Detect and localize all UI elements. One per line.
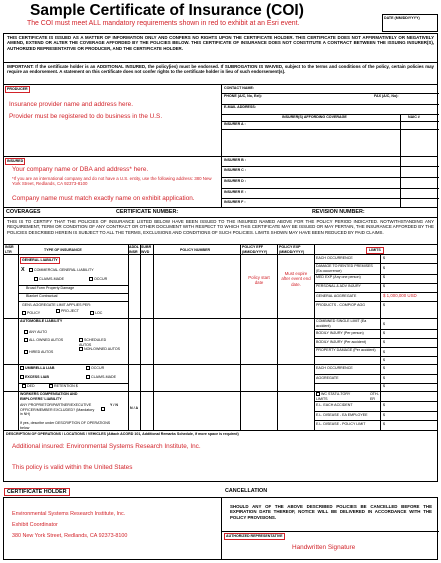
fax-label: FAX (A/C, No): bbox=[374, 94, 399, 98]
umbrella-claims: CLAIMS-MADE bbox=[86, 375, 116, 380]
email-label: E-MAIL ADDRESS: bbox=[224, 105, 256, 109]
checkbox[interactable] bbox=[22, 311, 26, 315]
gl-limit-dollar-3: $ bbox=[383, 275, 385, 279]
page-title: Sample Certificate of Insurance (COI) bbox=[30, 2, 304, 19]
holder-line-3: 380 New York Street, Redlands, CA 92373-8100 bbox=[12, 533, 128, 539]
checkbox[interactable] bbox=[86, 375, 90, 379]
checkbox[interactable] bbox=[56, 309, 60, 313]
holder-line-1: Environmental Systems Research Institute, Inc. bbox=[12, 511, 126, 517]
gl-limit-dollar-4: $ bbox=[383, 284, 385, 288]
coverages-label: COVERAGES bbox=[6, 209, 41, 215]
checkbox[interactable] bbox=[24, 350, 28, 354]
checkbox[interactable] bbox=[49, 384, 53, 388]
date-field[interactable] bbox=[382, 14, 438, 32]
notice-important: IMPORTANT: If the certificate holder is an ADDITIONAL INSURED, the policy(ies) must be endorsed. If SUBROGATION IS WAIVED, subject to the terms and conditions of the policy, certain policies may require an endorsement. A statement on this certificate does not confer rights to the certificate holder in lieu of such endorsement(s). bbox=[4, 63, 437, 85]
wc-na: N / A bbox=[130, 406, 139, 410]
checkbox[interactable] bbox=[20, 366, 24, 370]
producer-note-1: Insurance provider name and address here. bbox=[9, 101, 133, 108]
gl-occur: OCCUR bbox=[89, 277, 107, 282]
gl-limit-products: PRODUCTS - COMP/OP AGG bbox=[316, 303, 366, 307]
gl-blanket: Blanket Contractual bbox=[26, 294, 58, 298]
checkbox[interactable] bbox=[86, 366, 90, 370]
auto-limit-bi-accident: BODILY INJURY (Per accident) bbox=[316, 340, 367, 344]
umbrella-dollar-2: $ bbox=[383, 376, 385, 380]
gl-commercial: COMMERCIAL GENERAL LIABILITY bbox=[29, 268, 94, 273]
wc-dollar-1: $ bbox=[383, 403, 385, 407]
insurer-b: INSURER B : bbox=[224, 158, 246, 162]
page-subtitle: The COI must meet ALL mandatory requirements shown in red to exhibit at an Esri event. bbox=[27, 20, 300, 27]
gl-limit-general-aggregate: GENERAL AGGREGATE bbox=[316, 294, 357, 298]
insured-note-2: *If you are an international company and do not have a U.S. entity, use the following address: 380 New York Street, Redlands, CA 92373-8100 bbox=[12, 176, 212, 187]
umbrella-dollar-3: $ bbox=[383, 384, 385, 388]
wc-yn: Y / N bbox=[110, 403, 118, 407]
checkbox[interactable] bbox=[90, 311, 94, 315]
umbrella-title: UMBRELLA LIAB bbox=[20, 366, 54, 371]
auto-dollar-1: $ bbox=[383, 322, 385, 326]
gl-limit-dollar-2: $ bbox=[383, 266, 385, 270]
policy-start-note: Policy start date bbox=[248, 275, 270, 286]
col-eff: POLICY EFF (MM/DD/YYYY) bbox=[242, 245, 268, 254]
signature: Handwritten Signature bbox=[292, 544, 356, 551]
umbrella-occur: OCCUR bbox=[86, 366, 104, 371]
insurer-a: INSURER A : bbox=[224, 122, 246, 126]
cancellation-text: SHOULD ANY OF THE ABOVE DESCRIBED POLICIES BE CANCELLED BEFORE THE EXPIRATION DATE THEREOF, NOTICE WILL BE DELIVERED IN ACCORDANCE WITH THE POLICY PROVISIONS. bbox=[230, 504, 432, 520]
checkbox[interactable] bbox=[29, 268, 33, 272]
wc-yn-box[interactable] bbox=[101, 407, 106, 412]
checkbox[interactable] bbox=[34, 277, 38, 281]
col-addl: ADDL INSR bbox=[129, 245, 139, 254]
insurers-header: INSURER(S) AFFORDING COVERAGE bbox=[282, 115, 347, 119]
umbrella-dollar-1: $ bbox=[383, 366, 385, 370]
umbrella-ded: DED bbox=[22, 384, 35, 389]
auto-all-owned: ALL OWNED AUTOS bbox=[24, 338, 64, 343]
insured-label: INSURED bbox=[7, 159, 24, 163]
producer-section bbox=[4, 85, 437, 157]
gl-limit-dollar-6: $ bbox=[383, 303, 385, 307]
gl-aggregate-applies: GEN'L AGGREGATE LIMIT APPLIES PER: bbox=[22, 303, 91, 307]
description-note-1: Additional insured: Environmental Systems Research Institute, Inc. bbox=[12, 443, 201, 450]
gl-title: GENERAL LIABILITY bbox=[22, 258, 58, 262]
col-policy-number: POLICY NUMBER bbox=[180, 248, 211, 252]
authorized-rep-label: AUTHORIZED REPRESENTATIVE bbox=[226, 534, 283, 538]
naic-header: NAIC # bbox=[408, 115, 420, 119]
umbrella-retention: RETENTION $ bbox=[49, 384, 78, 389]
checkbox[interactable] bbox=[24, 338, 28, 342]
description-label: DESCRIPTION OF OPERATIONS / LOCATIONS / VEHICLES (Attach ACORD 101, Additional Remarks Schedule, if more space is required) bbox=[6, 432, 239, 436]
contact-name-label: CONTACT NAME: bbox=[224, 86, 255, 90]
notice-main: THIS CERTIFICATE IS ISSUED AS A MATTER OF INFORMATION ONLY AND CONFERS NO RIGHTS UPON THE CERTIFICATE HOLDER. THIS CERTIFICATE DOES NOT AFFIRMATIVELY OR NEGATIVELY AMEND, EXTEND OR ALTER THE COVERAGE AFFORDED BY THE POLICIES BELOW. THIS CERTIFICATE OF INSURANCE DOES NOT CONSTITUTE A CONTRACT BETWEEN THE ISSUING INSURER(S), AUTHORIZED REPRESENTATIVE OR PRODUCER, AND THE CERTIFICATE HOLDER. bbox=[4, 34, 437, 63]
col-exp: POLICY EXP (MM/DD/YYYY) bbox=[279, 245, 305, 254]
wc-other: OTH-ER bbox=[370, 392, 379, 401]
auto-dollar-3: $ bbox=[383, 340, 385, 344]
checkbox[interactable] bbox=[89, 277, 93, 281]
auto-title: AUTOMOBILE LIABILITY bbox=[20, 319, 63, 323]
gl-limit-each-occurrence: EACH OCCURRENCE bbox=[316, 256, 353, 260]
policy-expire-note: Must expire after event end date. bbox=[281, 271, 311, 287]
auto-scheduled: SCHEDULED AUTOS bbox=[79, 338, 107, 347]
auto-hired: HIRED AUTOS bbox=[24, 350, 53, 355]
insured-note-1: Your company name or DBA and address* here. bbox=[12, 166, 149, 173]
coverages-header bbox=[4, 208, 437, 217]
col-limits: LIMITS bbox=[366, 247, 384, 254]
auto-dollar-4: $ bbox=[383, 350, 385, 354]
date-label: DATE (MM/DD/YYYY) bbox=[384, 16, 420, 20]
auto-any: ANY AUTO bbox=[24, 330, 47, 335]
gl-limit-damage-rented: DAMAGE TO RENTED PREMISES (Ea occurrence) bbox=[316, 264, 373, 273]
wc-statutory: WC STATU-TORY LIMITS bbox=[316, 392, 351, 401]
gl-claims-made: CLAIMS-MADE bbox=[34, 277, 64, 282]
checkbox[interactable] bbox=[20, 375, 24, 379]
description-note-2: This policy is valid within the United States bbox=[12, 464, 133, 471]
coverages-text: THIS IS TO CERTIFY THAT THE POLICIES OF INSURANCE LISTED BELOW HAVE BEEN ISSUED TO THE INSURED NAMED ABOVE FOR THE POLICY PERIOD INDICATED. NOTWITHSTANDING ANY REQUIREMENT, TERM OR CONDITION OF ANY CONTRACT OR OTHER DOCUMENT WITH RESPECT TO WHICH THIS CERTIFICATE MAY BE ISSUED OR MAY PERTAIN, THE INSURANCE AFFORDED BY THE POLICIES DESCRIBED HEREIN IS SUBJECT TO ALL THE TERMS, EXCLUSIONS AND CONDITIONS OF SUCH POLICIES. LIMITS SHOWN MAY HAVE BEEN REDUCED BY PAID CLAIMS. bbox=[4, 217, 437, 245]
wc-limit-each-accident: E.L. EACH ACCIDENT bbox=[316, 403, 353, 407]
holder-cancel-box bbox=[3, 497, 438, 560]
col-type: TYPE OF INSURANCE bbox=[44, 248, 82, 252]
gl-limit-med-exp: MED EXP (Any one person) bbox=[316, 275, 361, 279]
gl-x-mark: X bbox=[21, 267, 25, 273]
wc-limit-disease-employee: E.L. DISEASE - EA EMPLOYEE bbox=[316, 413, 368, 417]
umbrella-limit-each: EACH OCCURRENCE bbox=[316, 366, 353, 370]
insurer-e: INSURER E : bbox=[224, 190, 246, 194]
wc-dollar-2: $ bbox=[383, 413, 385, 417]
insurer-c: INSURER C : bbox=[224, 168, 246, 172]
gl-limit-personal-adv: PERSONAL & ADV INJURY bbox=[316, 284, 361, 288]
revision-number-label: REVISION NUMBER: bbox=[312, 209, 365, 215]
auto-limit-pd: PROPERTY DAMAGE (Per accident) bbox=[316, 348, 376, 352]
auto-non-owned: NON-OWNED AUTOS bbox=[79, 347, 121, 352]
producer-note-2: Provider must be registered to do business in the U.S. bbox=[9, 113, 163, 120]
auto-dollar-5: $ bbox=[383, 358, 385, 362]
certificate-number-label: CERTIFICATE NUMBER: bbox=[116, 209, 179, 215]
producer-label: PRODUCER bbox=[7, 87, 28, 91]
checkbox[interactable] bbox=[24, 330, 28, 334]
col-insr-ltr: INSR LTR bbox=[5, 245, 14, 254]
wc-limit-disease-policy: E.L. DISEASE - POLICY LIMIT bbox=[316, 422, 366, 426]
wc-question: ANY PROPRIETOR/PARTNER/EXECUTIVE OFFICER/MEMBER EXCLUDED? (Mandatory in NH) bbox=[20, 403, 95, 417]
checkbox[interactable] bbox=[22, 384, 26, 388]
gl-limit-dollar-1: $ bbox=[383, 256, 385, 260]
insured-note-3: Company name must match exactly name on exhibit application. bbox=[12, 195, 195, 202]
auto-dollar-2: $ bbox=[383, 331, 385, 335]
phone-label: PHONE (A/C, No, Ext): bbox=[224, 94, 262, 98]
umbrella-limit-aggregate: AGGREGATE bbox=[316, 376, 339, 380]
col-subr: SUBR WVD bbox=[141, 245, 152, 254]
checkbox[interactable] bbox=[79, 338, 83, 342]
insured-section bbox=[4, 157, 437, 208]
description-section bbox=[4, 430, 437, 483]
coverage-table-header bbox=[4, 245, 437, 255]
excess-title: EXCESS LIAB bbox=[20, 375, 49, 380]
cancellation-label: CANCELLATION bbox=[225, 488, 268, 494]
auto-limit-bi-person: BODILY INJURY (Per person) bbox=[316, 331, 364, 335]
insurer-d: INSURER D : bbox=[224, 179, 246, 183]
gl-agg-policy: POLICY bbox=[22, 311, 40, 316]
certificate-holder-label: CERTIFICATE HOLDER bbox=[4, 488, 70, 496]
checkbox[interactable] bbox=[316, 392, 320, 396]
gl-broad-form: Broad Form Property Damage bbox=[26, 286, 75, 290]
insurer-f: INSURER F : bbox=[224, 200, 246, 204]
checkbox[interactable] bbox=[79, 347, 83, 351]
gl-agg-loc: LOC bbox=[90, 311, 102, 316]
auto-limit-csl: COMBINED SINGLE LIMIT (Ea accident) bbox=[316, 319, 367, 328]
holder-line-2: Exhibit Coordinator bbox=[12, 522, 58, 528]
wc-dollar-3: $ bbox=[383, 422, 385, 426]
gl-aggregate-value: $ 1,000,000 USD bbox=[383, 293, 417, 298]
wc-title: WORKERS COMPENSATION AND EMPLOYERS' LIABILITY bbox=[20, 392, 78, 401]
coi-form bbox=[3, 33, 438, 482]
gl-agg-project: PRO-JECT bbox=[56, 309, 82, 314]
wc-describe: If yes, describe under DESCRIPTION OF OPERATIONS below bbox=[20, 421, 111, 430]
